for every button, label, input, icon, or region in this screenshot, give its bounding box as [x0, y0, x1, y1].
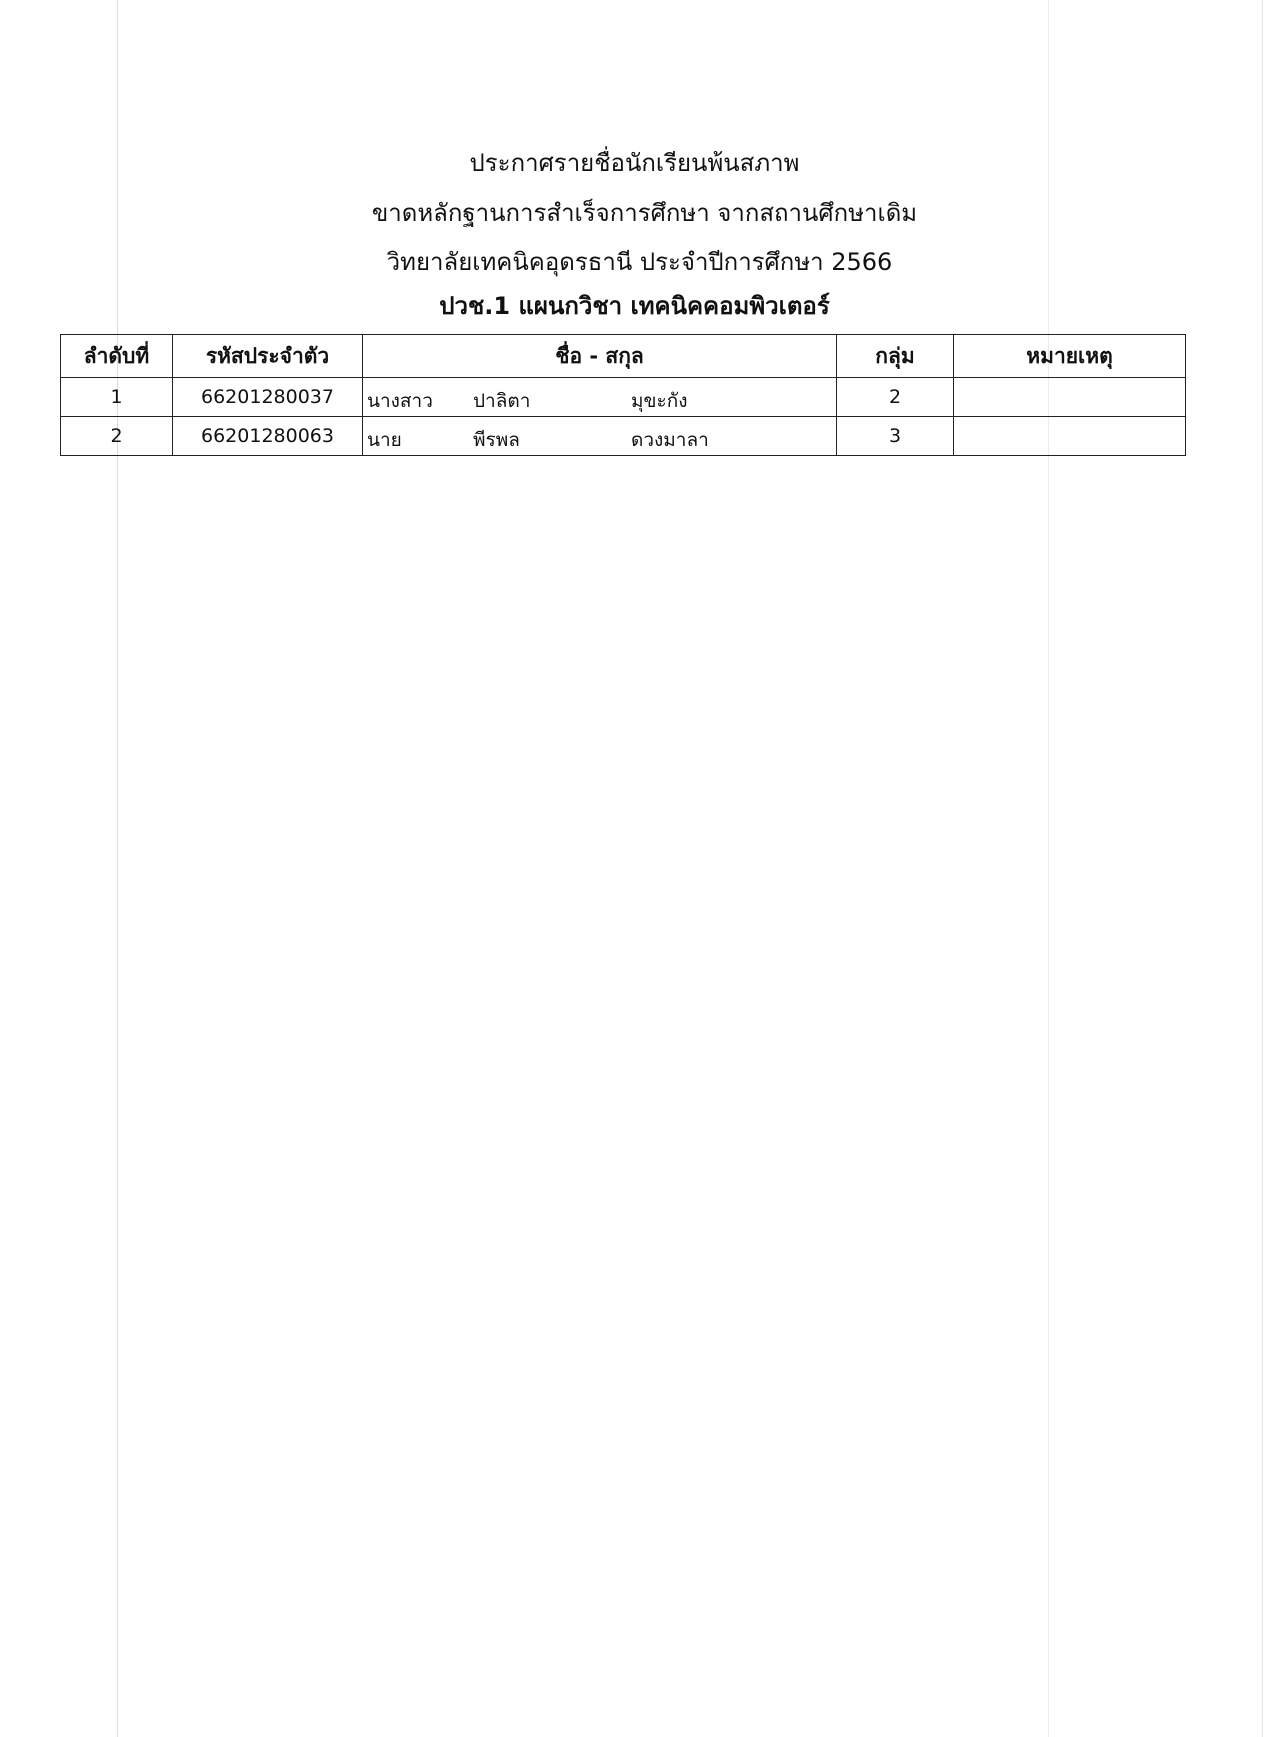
cell-student-id: 66201280037	[173, 378, 363, 417]
cell-name	[363, 417, 837, 456]
title-line-3: วิทยาลัยเทคนิคอุดรธานี ประจำปีการศึกษา 2566	[386, 248, 893, 276]
header-order: ลำดับที่	[61, 335, 173, 378]
cell-remark	[954, 417, 1186, 456]
title-line-4: ปวช.1 แผนกวิชา เทคนิคคอมพิวเตอร์	[439, 292, 830, 320]
header-group: กลุ่ม	[837, 335, 954, 378]
title-line-2: ขาดหลักฐานการสำเร็จการศึกษา จากสถานศึกษาเดิม	[371, 199, 918, 227]
header-student-id: รหัสประจำตัว	[173, 335, 363, 378]
table-row	[61, 378, 1186, 417]
header-remark: หมายเหตุ	[954, 335, 1186, 378]
last-name: มุขะกัง	[631, 390, 688, 412]
first-name: ปาลิตา	[473, 390, 531, 412]
cell-name	[363, 378, 837, 417]
student-roster-table	[60, 334, 1186, 456]
name-title: นางสาว	[367, 390, 433, 412]
cell-remark	[954, 378, 1186, 417]
last-name: ดวงมาลา	[631, 429, 709, 451]
cell-group: 3	[837, 417, 954, 456]
table-row	[61, 417, 1186, 456]
name-title: นาย	[367, 429, 402, 451]
cell-order: 1	[61, 378, 173, 417]
first-name: พีรพล	[473, 429, 520, 451]
cell-group: 2	[837, 378, 954, 417]
cell-student-id: 66201280063	[173, 417, 363, 456]
header-name: ชื่อ - สกุล	[363, 335, 837, 378]
cell-order: 2	[61, 417, 173, 456]
table-header-row	[61, 335, 1186, 378]
title-line-1: ประกาศรายชื่อนักเรียนพ้นสภาพ	[469, 149, 800, 177]
